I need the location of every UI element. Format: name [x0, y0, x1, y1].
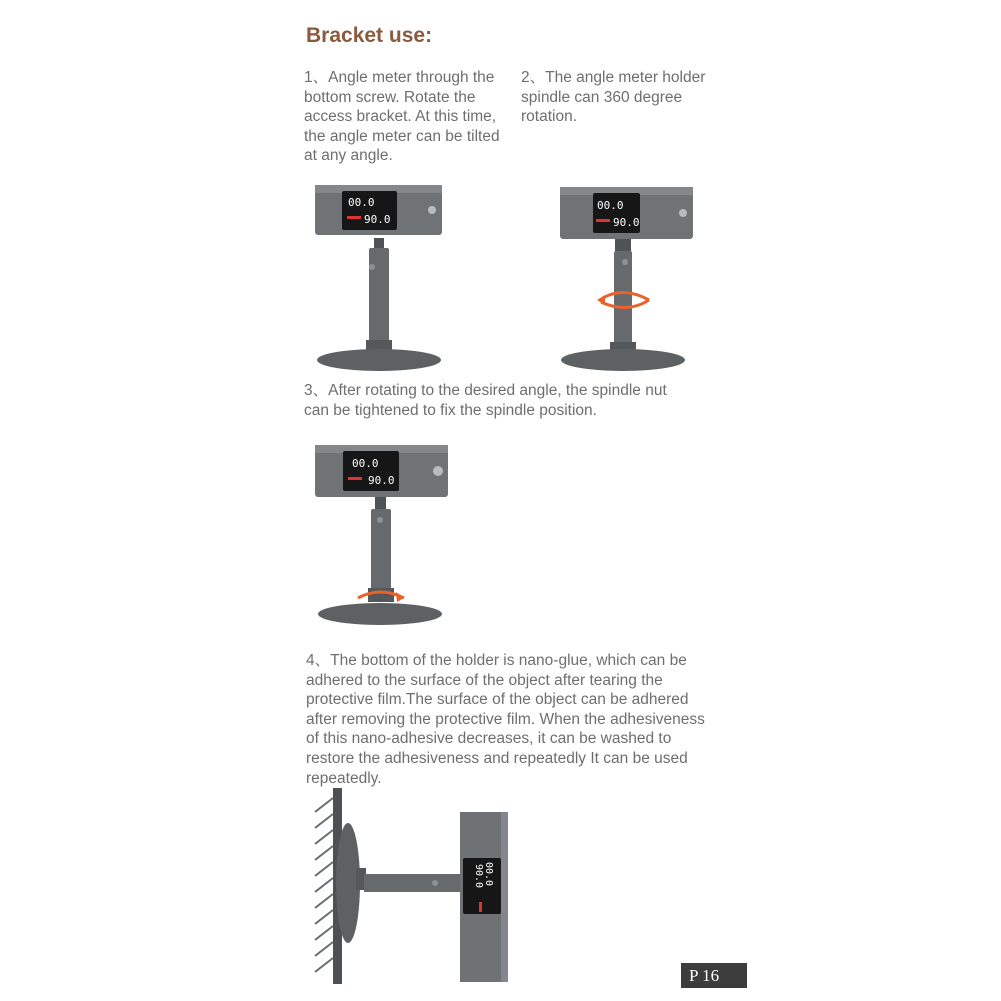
- laser-window-icon: [428, 206, 436, 214]
- page-number: P 16: [681, 963, 747, 988]
- stand-illustration-1: [300, 180, 460, 375]
- display-top-reading: 00.0: [352, 457, 379, 470]
- display-bottom-reading: 90.0: [368, 474, 395, 487]
- wall-hatching: [315, 798, 333, 972]
- spindle-nut: [368, 588, 394, 602]
- display-bottom-reading: 90.0: [364, 213, 391, 226]
- display-top-reading: 00.0: [597, 199, 624, 212]
- step-3-text: 3、After rotating to the desired angle, the spindle nut can be tightened to fix the spindle position.: [304, 382, 667, 419]
- wall-mount-illustration: [300, 786, 530, 986]
- stand-spindle: [369, 248, 389, 343]
- stand-illustration-3: [300, 440, 460, 635]
- page-title: Bracket use:: [306, 24, 433, 47]
- display-top-reading: 00.0: [348, 196, 375, 209]
- stand-base: [318, 603, 442, 625]
- stand-spindle: [614, 251, 632, 345]
- laser-window-icon: [433, 466, 443, 476]
- stand-base: [561, 349, 685, 371]
- step-1-text: 1、Angle meter through the bottom screw. Rotate the access bracket. At this time, the angle meter can be tilted at any angle.: [304, 69, 500, 165]
- step-2-text: 2、The angle meter holder spindle can 360 degree rotation.: [521, 69, 706, 126]
- display-top-reading: 00.0: [483, 862, 494, 887]
- stand-spindle: [364, 874, 464, 892]
- laser-window-icon: [679, 209, 687, 217]
- display-bottom-reading: 90.0: [473, 864, 484, 889]
- display-bottom-reading: 90.0: [613, 216, 640, 229]
- step-4-text: 4、The bottom of the holder is nano-glue, which can be adhered to the surface of the object after tearing the protective film.The surface of the object can be adhered after removing the protective film. When the adhesiveness of this nano-adhesive decreases, it can be washed to restore the adhesiveness and repeatedly It can be used repeatedly.: [306, 652, 705, 787]
- stand-base: [317, 349, 441, 371]
- stand-illustration-2: [545, 182, 705, 377]
